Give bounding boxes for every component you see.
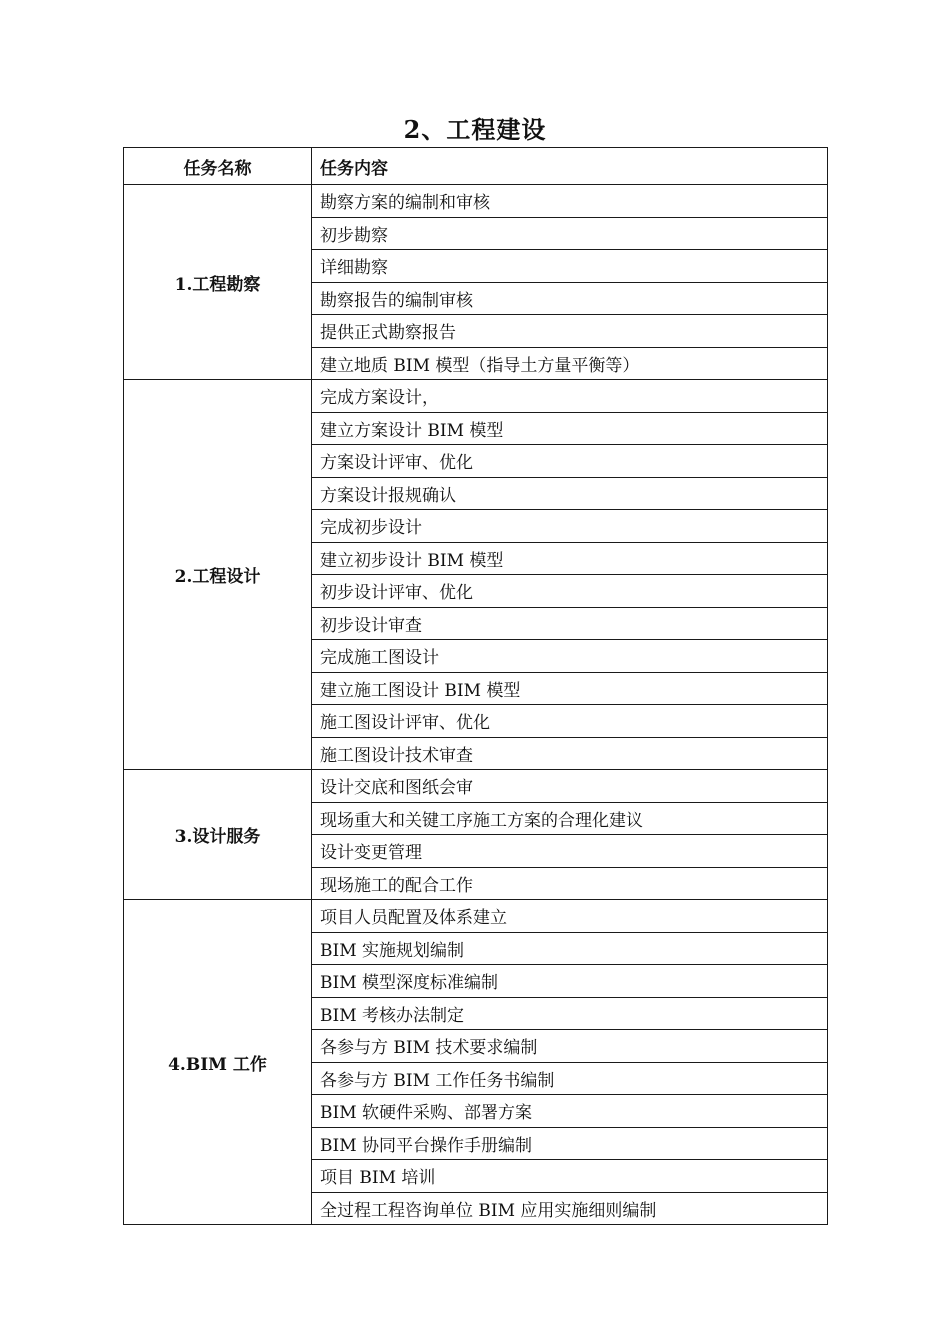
task-item: 施工图设计技术审查 — [312, 737, 828, 770]
task-item: 完成施工图设计 — [312, 640, 828, 673]
task-item: 完成初步设计 — [312, 510, 828, 543]
task-item: 方案设计评审、优化 — [312, 445, 828, 478]
task-item: 方案设计报规确认 — [312, 477, 828, 510]
task-item: 施工图设计评审、优化 — [312, 705, 828, 738]
task-item: 勘察报告的编制审核 — [312, 282, 828, 315]
task-item: 现场施工的配合工作 — [312, 867, 828, 900]
task-item: 各参与方 BIM 技术要求编制 — [312, 1030, 828, 1063]
task-group-name: 4.BIM 工作 — [124, 900, 312, 1225]
task-item: 初步设计评审、优化 — [312, 575, 828, 608]
table-row — [124, 900, 828, 933]
task-group-name: 1.工程勘察 — [124, 185, 312, 380]
table-row — [124, 770, 828, 803]
header-row — [124, 148, 828, 185]
task-item: BIM 实施规划编制 — [312, 932, 828, 965]
task-group-name: 3.设计服务 — [124, 770, 312, 900]
task-item: 全过程工程咨询单位 BIM 应用实施细则编制 — [312, 1192, 828, 1225]
table-row — [124, 185, 828, 218]
table-body — [124, 185, 828, 1225]
page-title: 2、工程建设 — [403, 115, 547, 144]
task-item: BIM 软硬件采购、部署方案 — [312, 1095, 828, 1128]
task-item: 建立方案设计 BIM 模型 — [312, 412, 828, 445]
task-item: 建立地质 BIM 模型（指导土方量平衡等） — [312, 347, 828, 380]
task-item: 建立初步设计 BIM 模型 — [312, 542, 828, 575]
task-item: 建立施工图设计 BIM 模型 — [312, 672, 828, 705]
task-item: BIM 考核办法制定 — [312, 997, 828, 1030]
task-item: 项目 BIM 培训 — [312, 1160, 828, 1193]
task-group-name: 2.工程设计 — [124, 380, 312, 770]
table-row — [124, 380, 828, 413]
task-item: BIM 协同平台操作手册编制 — [312, 1127, 828, 1160]
task-item: 初步勘察 — [312, 217, 828, 250]
task-item: 完成方案设计， — [312, 380, 828, 413]
header-task-content: 任务内容 — [312, 148, 828, 185]
task-item: 初步设计审查 — [312, 607, 828, 640]
task-item: BIM 模型深度标准编制 — [312, 965, 828, 998]
task-item: 提供正式勘察报告 — [312, 315, 828, 348]
header-task-name: 任务名称 — [124, 148, 312, 185]
task-item: 各参与方 BIM 工作任务书编制 — [312, 1062, 828, 1095]
task-item: 详细勘察 — [312, 250, 828, 283]
task-item: 设计变更管理 — [312, 835, 828, 868]
task-item: 项目人员配置及体系建立 — [312, 900, 828, 933]
task-item: 现场重大和关键工序施工方案的合理化建议 — [312, 802, 828, 835]
task-item: 勘察方案的编制和审核 — [312, 185, 828, 218]
task-table — [123, 147, 828, 1225]
task-item: 设计交底和图纸会审 — [312, 770, 828, 803]
